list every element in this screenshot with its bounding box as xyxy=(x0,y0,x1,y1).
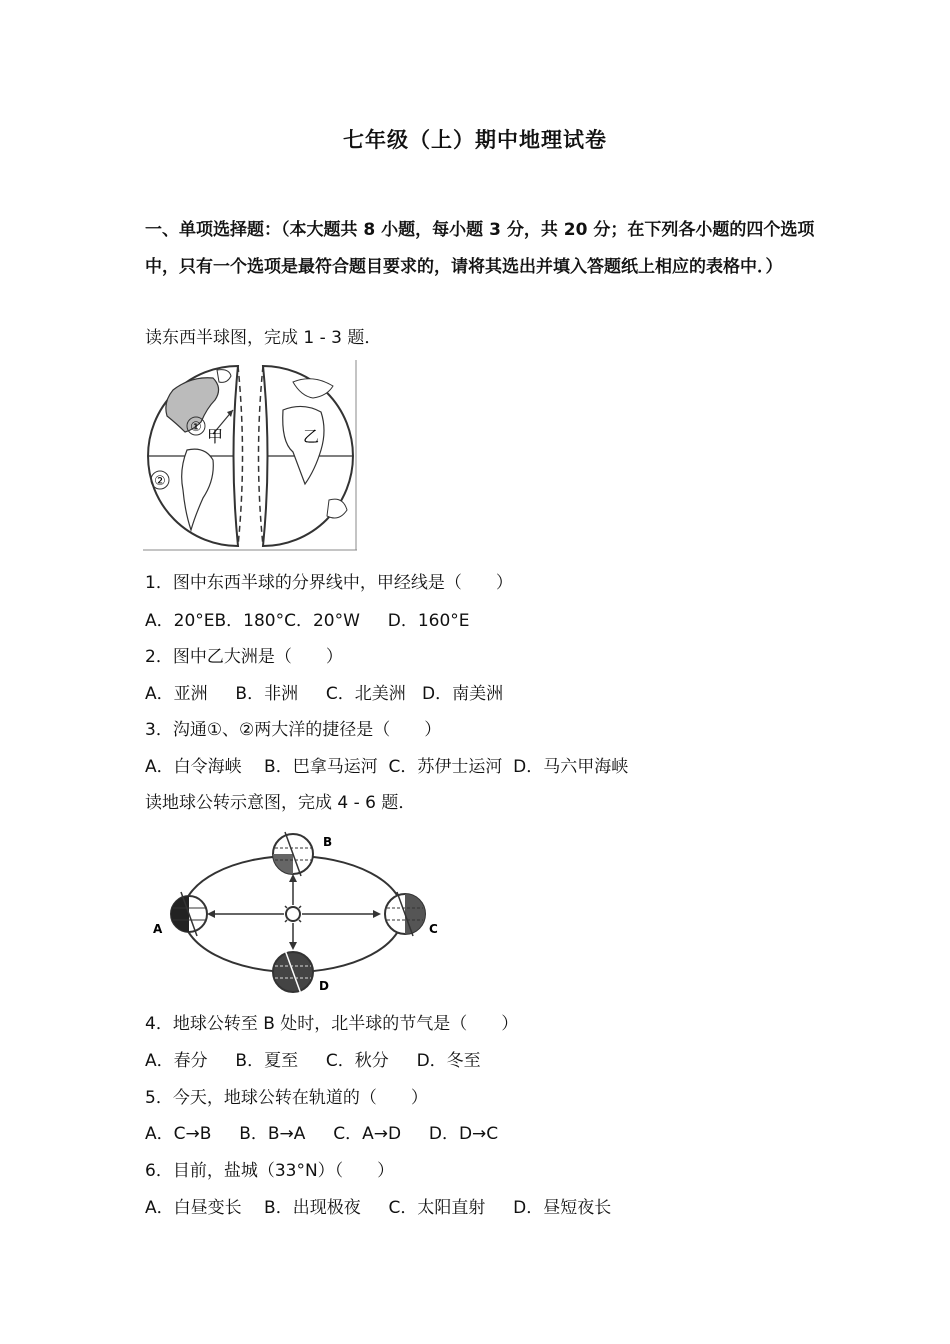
earth-a-icon xyxy=(171,892,207,936)
point-d-label: D xyxy=(319,979,329,993)
question-4-options: A．春分 B．夏至 C．秋分 D．冬至 xyxy=(145,1051,481,1071)
question-2-options: A．亚洲 B．非洲 C．北美洲 D．南美洲 xyxy=(145,684,504,704)
question-3-stem: 3．沟通①、②两大洋的捷径是（ ） xyxy=(145,720,442,740)
question-4-stem: 4．地球公转至 B 处时，北半球的节气是（ ） xyxy=(145,1014,519,1034)
ocean-1-label: ① xyxy=(190,420,202,435)
earth-b-icon xyxy=(273,832,313,876)
question-6-options: A．白昼变长 B．出现极夜 C．太阳直射 D．昼短夜长 xyxy=(145,1198,612,1218)
question-1-stem: 1．图中东西半球的分界线中，甲经线是（ ） xyxy=(145,573,513,593)
page-title: 七年级（上）期中地理试卷 xyxy=(343,128,607,152)
question-1-options: A．20°EB．180°C．20°W D．160°E xyxy=(145,611,470,631)
point-a-label: A xyxy=(153,922,163,936)
section-1-heading: 一、单项选择题：（本大题共 8 小题，每小题 3 分，共 20 分；在下列各小题的四个选项中，只有一个选项是最符合题目要求的，请将其选出并填入答题纸上相应的表格中．） xyxy=(145,220,815,277)
intro-1: 读东西半球图，完成 1 - 3 题． xyxy=(145,328,382,348)
earth-d-icon xyxy=(273,950,313,994)
question-5-stem: 5．今天，地球公转在轨道的（ ） xyxy=(145,1088,428,1108)
point-b-label: B xyxy=(323,835,333,849)
continent-yi-label: 乙 xyxy=(303,427,320,446)
question-5-options: A．C→B B．B→A C．A→D D．D→C xyxy=(145,1124,499,1144)
ocean-2-label: ② xyxy=(154,474,166,489)
intro-2: 读地球公转示意图，完成 4 - 6 题． xyxy=(145,793,416,813)
hemispheres-figure xyxy=(143,360,358,556)
question-3-options: A．白令海峡 B．巴拿马运河 C．苏伊士运河 D．马六甲海峡 xyxy=(145,757,629,777)
question-6-stem: 6．目前，盐城（33°N）（ ） xyxy=(145,1161,395,1181)
question-2-stem: 2．图中乙大洲是（ ） xyxy=(145,647,343,667)
point-c-label: C xyxy=(429,922,438,936)
revolution-figure xyxy=(143,830,448,1000)
sun-icon xyxy=(286,907,300,921)
earth-c-icon xyxy=(385,892,425,936)
line-jia-label: 甲 xyxy=(207,427,224,446)
